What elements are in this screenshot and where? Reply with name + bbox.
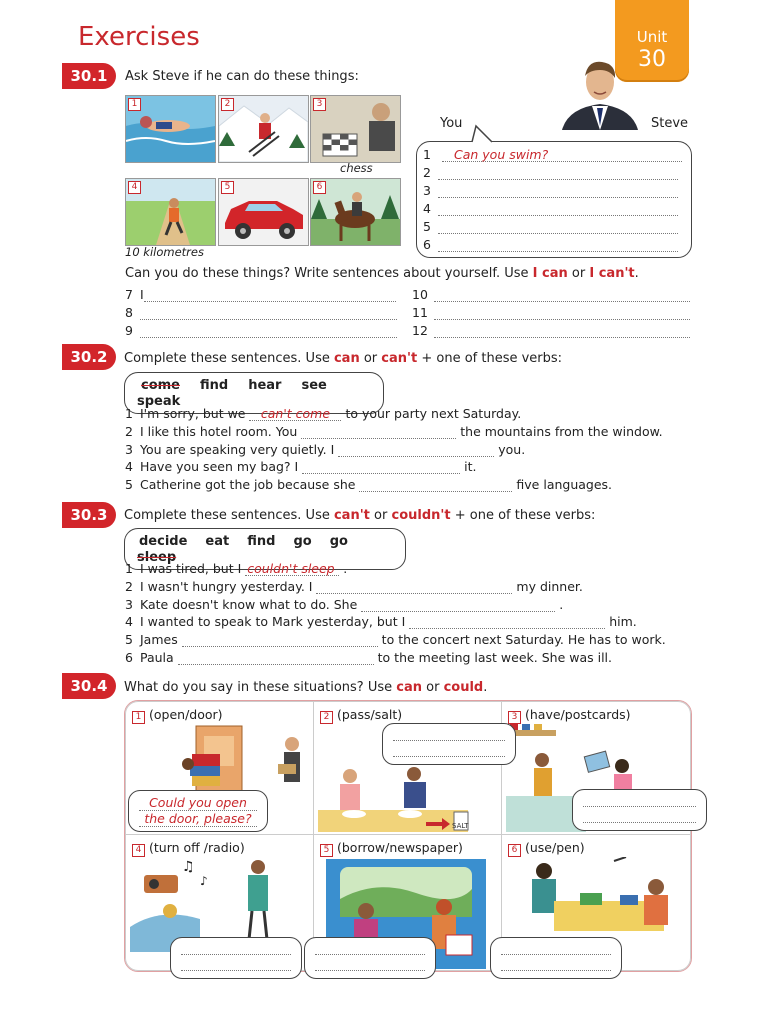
question-bubble bbox=[416, 141, 692, 258]
bubble-line: 6 bbox=[423, 237, 678, 252]
picture-number: 4 bbox=[128, 181, 141, 194]
answer-bubble-1[interactable]: Could you open the door, please? bbox=[128, 790, 268, 832]
self-sentence-line: 7 I bbox=[125, 287, 396, 302]
verb: speak bbox=[137, 394, 181, 409]
self-sentence-line: 10 bbox=[412, 287, 690, 302]
you-label: You bbox=[440, 116, 463, 131]
self-sentence-line: 11 bbox=[412, 305, 690, 320]
steve-illustration bbox=[554, 58, 646, 130]
bubble-line: 5 bbox=[423, 219, 678, 234]
picture-number: 2 bbox=[221, 98, 234, 111]
picture-run bbox=[125, 178, 216, 246]
situation-label: 5 (borrow/newspaper) bbox=[320, 840, 463, 857]
situation-label: 4 (turn off /radio) bbox=[132, 840, 245, 857]
sentence-line: 4 I wanted to speak to Mark yesterday, but I him. bbox=[125, 614, 637, 629]
verb: decide bbox=[139, 534, 188, 549]
verb: find bbox=[200, 378, 229, 393]
sentence-line: 5 Catherine got the job because she five languages. bbox=[125, 477, 613, 492]
exercise-badge-30-2: 30.2 bbox=[62, 344, 116, 370]
picture-number: 3 bbox=[313, 98, 326, 111]
self-sentence-line: 8 bbox=[125, 305, 397, 320]
picture-number: 6 bbox=[313, 181, 326, 194]
answer-field[interactable]: Can you swim? bbox=[442, 147, 682, 162]
answer-field[interactable]: can't come bbox=[249, 406, 341, 421]
answer-bubble-5[interactable] bbox=[304, 937, 436, 979]
verb: go bbox=[329, 534, 348, 549]
exercise-badge-30-4: 30.4 bbox=[62, 673, 116, 699]
sentence-line: 4 Have you seen my bag? I it. bbox=[125, 459, 477, 474]
answer-bubble-6[interactable] bbox=[490, 937, 622, 979]
answer-field[interactable] bbox=[338, 442, 494, 457]
answer-field[interactable] bbox=[178, 650, 374, 665]
exercise-badge-30-3: 30.3 bbox=[62, 502, 116, 528]
verb: hear bbox=[248, 378, 282, 393]
picture-number: 1 bbox=[128, 98, 141, 111]
sentence-line: 2 I like this hotel room. You the mountains from the window. bbox=[125, 424, 663, 439]
bubble-line: 2 bbox=[423, 165, 678, 180]
picture-caption-run: 10 kilometres bbox=[125, 245, 204, 259]
picture-drive bbox=[218, 178, 309, 246]
situation-label: 3 (have/postcards) bbox=[508, 707, 631, 724]
sentence-line: 3 You are speaking very quietly. I you. bbox=[125, 442, 526, 457]
salt-label: SALT bbox=[452, 822, 469, 830]
picture-horse bbox=[310, 178, 401, 246]
situation-label: 6 (use/pen) bbox=[508, 840, 585, 857]
answer-field[interactable]: couldn't sleep bbox=[245, 561, 339, 576]
answer-field[interactable] bbox=[182, 632, 378, 647]
answer-field[interactable] bbox=[301, 424, 456, 439]
picture-chess bbox=[310, 95, 401, 163]
answer-bubble-3[interactable] bbox=[572, 789, 707, 831]
sentence-line: 2 I wasn't hungry yesterday. I my dinner. bbox=[125, 579, 583, 594]
self-sentence-line: 12 bbox=[412, 323, 690, 338]
self-sentence-line: 9 bbox=[125, 323, 397, 338]
exercise-30-1-instruction: Ask Steve if he can do these things: bbox=[125, 69, 359, 84]
svg-text:♪: ♪ bbox=[200, 874, 208, 888]
unit-number: 30 bbox=[638, 47, 666, 72]
exercise-30-1-instruction-2: Can you do these things? Write sentences about yourself. Use I can or I can't. bbox=[125, 266, 639, 281]
answer-field[interactable] bbox=[438, 183, 678, 198]
answer-field[interactable] bbox=[302, 459, 460, 474]
exercise-30-2-instruction: Complete these sentences. Use can or can't + one of these verbs: bbox=[124, 351, 563, 366]
exercise-30-3-instruction: Complete these sentences. Use can't or couldn't + one of these verbs: bbox=[124, 508, 596, 523]
verb: come bbox=[141, 378, 180, 393]
answer-field[interactable] bbox=[438, 165, 678, 180]
exercise-30-4-instruction: What do you say in these situations? Use can or could. bbox=[124, 680, 488, 695]
picture-number: 5 bbox=[221, 181, 234, 194]
answer-field[interactable] bbox=[434, 323, 690, 338]
steve-portrait bbox=[554, 58, 646, 130]
answer-field[interactable] bbox=[140, 305, 397, 320]
picture-ski bbox=[218, 95, 309, 163]
verb: see bbox=[301, 378, 327, 393]
picture-swim bbox=[125, 95, 216, 163]
verb: find bbox=[247, 534, 276, 549]
answer-field[interactable] bbox=[361, 597, 555, 612]
answer-field[interactable] bbox=[434, 305, 690, 320]
dinner-table-illustration bbox=[314, 762, 502, 834]
answer-field[interactable] bbox=[438, 219, 678, 234]
answer-bubble-2[interactable] bbox=[382, 723, 516, 765]
situation-label: 1 (open/door) bbox=[132, 707, 223, 724]
steve-label: Steve bbox=[651, 116, 689, 131]
bubble-line: 1 Can you swim? bbox=[423, 147, 682, 162]
exercise-badge-30-1: 30.1 bbox=[62, 63, 116, 89]
sentence-line: 5 James to the concert next Saturday. He has to work. bbox=[125, 632, 666, 647]
answer-field[interactable] bbox=[359, 477, 512, 492]
answer-field[interactable] bbox=[316, 579, 512, 594]
situation-cell-2 bbox=[313, 701, 503, 836]
bubble-tail bbox=[468, 124, 498, 144]
sentence-line: 6 Paula to the meeting last week. She was ill. bbox=[125, 650, 613, 665]
answer-field[interactable] bbox=[409, 614, 605, 629]
verb: go bbox=[293, 534, 312, 549]
unit-label: Unit bbox=[636, 28, 668, 46]
answer-field[interactable] bbox=[140, 323, 397, 338]
sentence-line: 1 I'm sorry, but we can't come to your party next Saturday. bbox=[125, 406, 522, 421]
answer-bubble-4[interactable] bbox=[170, 937, 302, 979]
verb: sleep bbox=[137, 550, 177, 565]
sentence-line: 3 Kate doesn't know what to do. She . bbox=[125, 597, 564, 612]
picture-caption-chess: chess bbox=[340, 161, 373, 175]
bubble-line: 4 bbox=[423, 201, 678, 216]
situation-label: 2 (pass/salt) bbox=[320, 707, 402, 724]
svg-text:♫: ♫ bbox=[182, 859, 195, 875]
answer-field[interactable] bbox=[144, 287, 396, 302]
answer-field[interactable] bbox=[438, 237, 678, 252]
bubble-line: 3 bbox=[423, 183, 678, 198]
answer-field[interactable] bbox=[434, 287, 690, 302]
page-title: Exercises bbox=[78, 22, 200, 52]
answer-field[interactable] bbox=[438, 201, 678, 216]
verb: eat bbox=[205, 534, 230, 549]
sentence-line: 1 I was tired, but I couldn't sleep . bbox=[125, 561, 348, 576]
